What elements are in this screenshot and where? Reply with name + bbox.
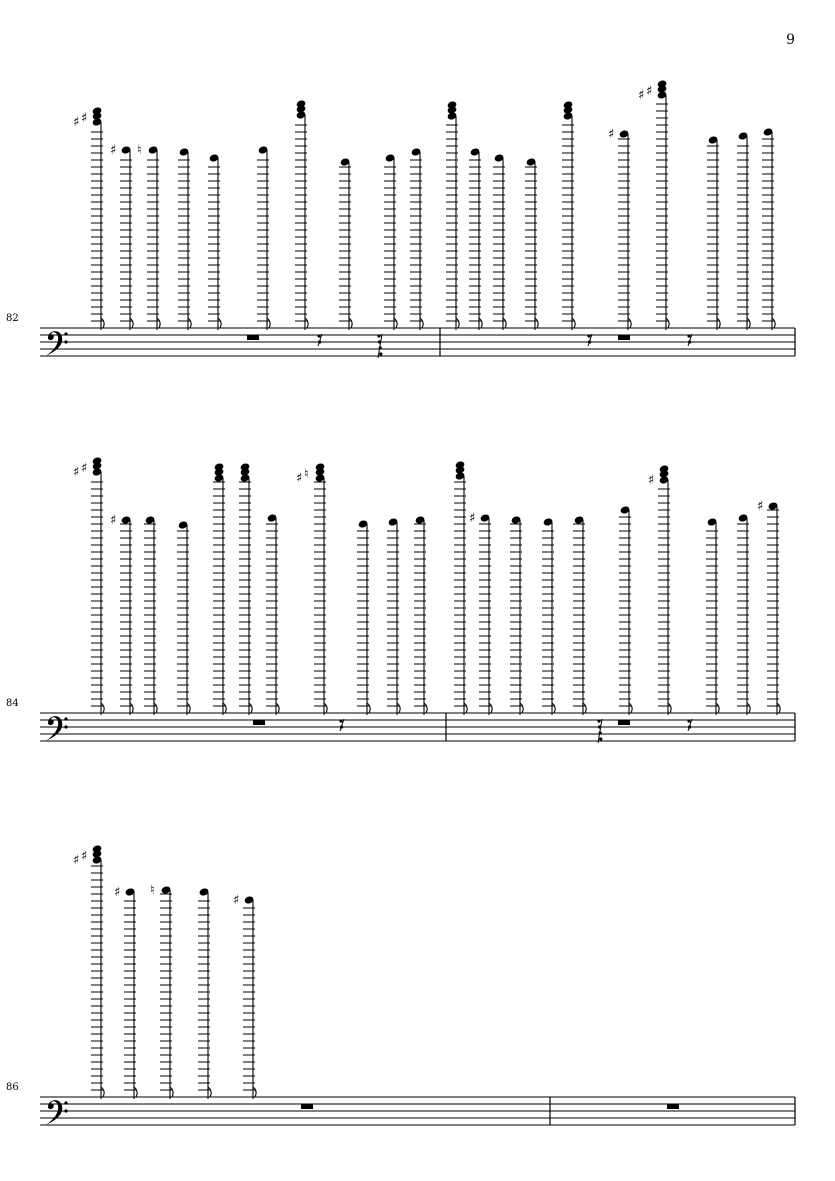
sixteenth-rest-icon (687, 334, 692, 346)
note-column (762, 127, 775, 330)
svg-text:♯: ♯ (638, 88, 645, 103)
svg-text:♯: ♯ (757, 499, 764, 514)
system-1 (6, 79, 795, 358)
svg-text:♯: ♯ (608, 127, 615, 142)
whole-rest-icon (247, 335, 259, 340)
notes (73, 79, 775, 358)
note-column (454, 460, 467, 715)
note-column (296, 462, 327, 715)
whole-rest-icon (253, 720, 265, 725)
note-column (525, 157, 538, 330)
svg-text:♮: ♮ (137, 143, 142, 158)
measure-number: 86 (6, 1082, 19, 1093)
svg-text:♯: ♯ (81, 111, 88, 126)
note-column (648, 464, 671, 715)
sixteenth-rest-icon (687, 719, 692, 731)
svg-text:♮: ♮ (304, 467, 309, 482)
sixteenth-rest-icon (317, 334, 322, 346)
note-column (414, 515, 427, 715)
note-column (178, 147, 191, 330)
note-column (562, 100, 575, 330)
sixteenth-rest-icon (339, 719, 344, 731)
svg-text:♮: ♮ (150, 883, 155, 898)
notes (73, 844, 256, 1099)
note-column (233, 893, 256, 1099)
note-column (213, 462, 226, 715)
svg-text:♯: ♯ (81, 849, 88, 864)
note-column (387, 517, 400, 715)
note-column (144, 515, 157, 715)
svg-text:♯: ♯ (73, 115, 80, 130)
note-column (737, 131, 750, 330)
note-column (266, 513, 279, 715)
whole-rest-icon (618, 720, 630, 725)
note-column (469, 147, 482, 330)
note-column (493, 153, 506, 330)
system-2 (6, 456, 795, 743)
note-column (542, 517, 555, 715)
note-column (510, 515, 523, 715)
measure-number: 84 (6, 698, 19, 709)
svg-text:♯: ♯ (73, 465, 80, 480)
sixteenth-rest-icon (587, 334, 592, 346)
note-column (757, 499, 780, 715)
staff (40, 328, 795, 356)
svg-text:♯: ♯ (648, 473, 655, 488)
svg-text:♯: ♯ (81, 461, 88, 476)
note-column (239, 462, 252, 715)
svg-text:♯: ♯ (73, 853, 80, 868)
svg-text:♯: ♯ (296, 471, 303, 486)
note-column (384, 153, 397, 330)
note-column (208, 153, 221, 330)
sixteenth-rest-icon (377, 334, 382, 358)
note-column (73, 456, 104, 715)
svg-text:♯: ♯ (110, 143, 117, 158)
note-column (410, 147, 423, 330)
svg-text:♯: ♯ (646, 84, 653, 99)
note-column (73, 106, 104, 330)
note-column (257, 145, 270, 330)
note-column (73, 844, 104, 1099)
note-column (110, 513, 133, 715)
note-column (706, 517, 719, 715)
note-column (110, 143, 133, 330)
note-column (707, 135, 720, 330)
svg-text:♯: ♯ (110, 513, 117, 528)
notes (73, 456, 780, 743)
note-column (137, 143, 160, 330)
note-column (619, 505, 632, 715)
note-column (446, 100, 459, 330)
note-column (573, 515, 586, 715)
note-column (198, 887, 211, 1099)
sixteenth-rest-icon (597, 719, 602, 743)
system-3 (6, 844, 795, 1125)
note-column (150, 883, 173, 1099)
svg-text:♯: ♯ (114, 885, 121, 900)
note-column (114, 885, 137, 1099)
whole-rest-icon (301, 1104, 313, 1109)
whole-rest-icon (667, 1104, 679, 1109)
whole-rest-icon (618, 335, 630, 340)
note-column (295, 99, 308, 330)
staff (40, 1097, 795, 1125)
note-column (638, 79, 669, 330)
note-column (608, 127, 631, 330)
page-number: 9 (786, 32, 795, 48)
note-column (177, 520, 190, 715)
note-column (469, 511, 492, 715)
svg-text:♯: ♯ (469, 511, 476, 526)
svg-text:♯: ♯ (233, 893, 240, 908)
staff (40, 713, 795, 741)
note-column (737, 513, 750, 715)
note-column (339, 157, 352, 330)
measure-number: 82 (6, 313, 19, 324)
note-column (357, 519, 370, 715)
